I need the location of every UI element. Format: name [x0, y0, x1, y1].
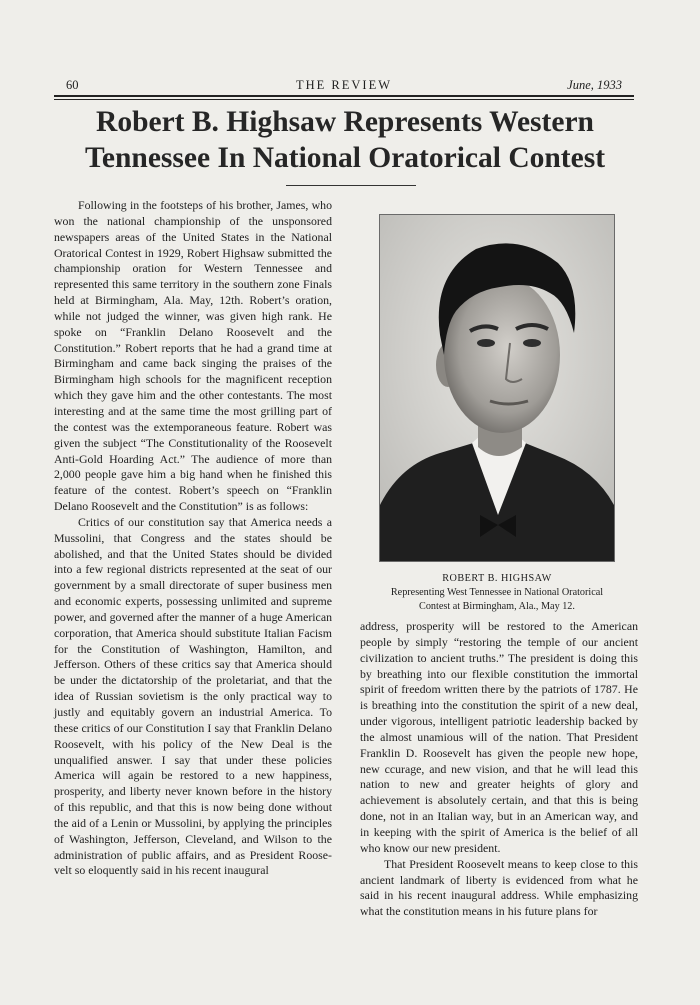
- running-header: [54, 78, 634, 96]
- article-title-line-2: Tennessee In National Oratorical Contest: [84, 142, 606, 174]
- left-column: [54, 198, 332, 879]
- article-title: [40, 104, 650, 176]
- portrait-illustration: [380, 215, 614, 561]
- caption-line-1: Representing West Tennessee in National Oratorical: [390, 587, 604, 598]
- article-title-line-1: Robert B. Highsaw Represents Western: [96, 106, 594, 138]
- intro-paragraph: Following in the footsteps of his brother, James, who won the national championship of the unsponsored newspapers areas of the United States in the National Oratorical Contest in 1929, Robert Highsaw submitted the championship oration for Western Tennessee and represented this same territory in the southern zone Finals held at Birmingham, Ala. May, 12th. Robert’s oration, while not judged the winner, was given high rank. He spoke on “Franklin Delano Roosevelt and the Constitution.” Robert reports that he had a grand time at Birmingham and came back singing the praises of the Birmingham high schools for the magnificent reception which they gave him and the other contestants. The most interesting and at the same time the most grilling part of the contest was the extemporaneous feature. Robert was given the subject “The Constitutionality of the Roosevelt Anti-Gold Hoarding Act.” The audience of more than 2,000 people gave him a big hand when he finished this feature of the contest. Robert’s speech on “Franklin Delano Roosevelt and the Constitution” is as follows:: [54, 198, 332, 514]
- portrait-photo: [379, 214, 615, 562]
- page-number: 60: [66, 78, 79, 92]
- right-column: [360, 619, 638, 920]
- speech-paragraph-2: That President Roosevelt means to keep close to this ancient landmark of liberty is evidenced from what he said in his recent inaugural address. While emphasizing what the constitution means in his future plans for: [360, 856, 638, 919]
- issue-date: June, 1933: [567, 78, 622, 92]
- photo-caption: [360, 572, 634, 614]
- header-rule-thick: [54, 95, 634, 97]
- title-divider: [286, 185, 416, 186]
- caption-line-2: Contest at Birmingham, Ala., May 12.: [419, 601, 575, 612]
- header-rule-thin: [54, 99, 634, 100]
- speech-paragraph-1: Critics of our constitution say that America needs a Mussolini, that Congress and the states should be abolished, and that the United States should be divided into a few regional districts represented at the seat of our government by a small directorate of super business men and economic experts, possessing unlimited and supreme power, and governed after the manner of a huge American corporation, that America should substitute Italian Facism for the Constitution of Washington, Hamilton, and Jefferson. Others of these critics say that America should be under the dictatorship of the proletariat, and that the idea of Russian sovietism is the only practical way to justly and equitably govern an industrial America. To these critics of our Constitution I say that Franklin Delano Roosevelt, with his policy of the New Deal is the unqualified answer. I say that under these policies America will again be restored to a new happiness, prosperity, and liberty never known before in the history of this republic, and that this is now being done without the aid of a Lenin or Mussolini, by applying the principles of Washington, Jefferson, Cleveland, and Wilson to the administration of public affairs, and as President Roosevelt so eloquently said in his recent inaugural: [54, 514, 332, 878]
- journal-name: THE REVIEW: [295, 78, 393, 92]
- caption-name: ROBERT B. HIGHSAW: [442, 573, 552, 584]
- speech-paragraph-continued: address, prosperity will be restored to the American people by simply “restoring the temple of our ancient civilization to ancient truths.” The president is doing this by breathing into our flexible constitution the immortal spirit of freedom written there by the patriots of 1787. He is breathing into the constitution the spirit of a new deal, under vigorous, intelligent patriotic leadership backed by the almost unamious will of the nation. That President Franklin D. Roosevelt has given the people new hope, new ccurage, and new vision, and that he will lead this nation to new and greater heights of glory and achievement is absolutely certain, and that this is being done, not in an Italian way, but in an American way, and in keeping with the spirit of America is the belief of all who know our new president.: [360, 619, 638, 855]
